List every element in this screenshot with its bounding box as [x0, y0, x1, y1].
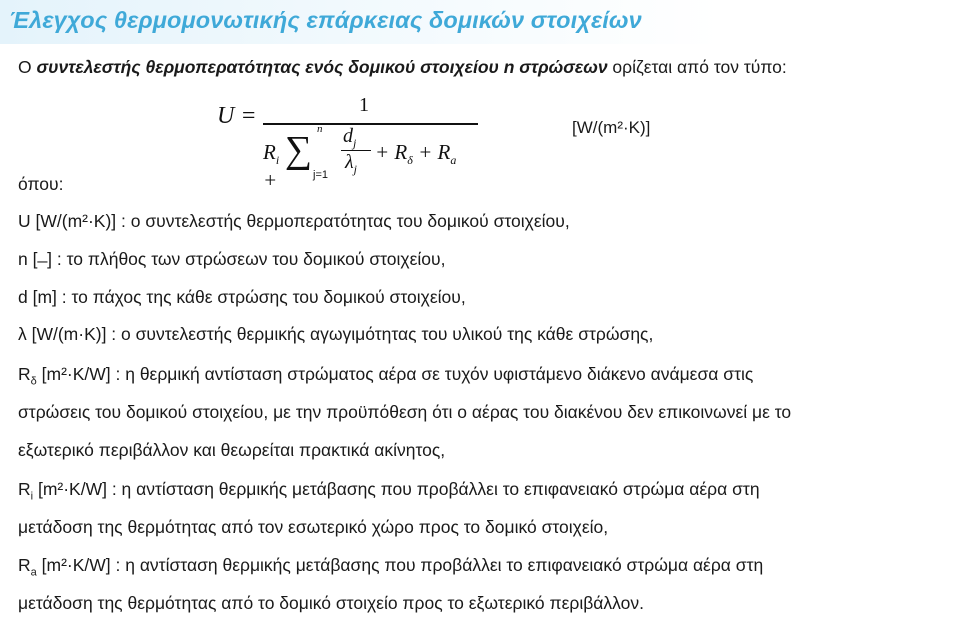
summation-icon: ∑ — [285, 129, 313, 171]
formula-ri: $R_i$ + — [263, 140, 280, 193]
formula-conductivity: $\lambda_j$ — [345, 151, 358, 176]
intro-emphasis: συντελεστής θερμοπερατότητας ενός δομικού στοιχείου n στρώσεων — [36, 57, 608, 77]
definition-lambda: λ [W/(m·K)] : ο συντελεστής θερμικής αγωγιμότητας του υλικού της κάθε στρώσης, — [18, 324, 654, 344]
definition-r-a: $R_a$ [m²·K/W] : η αντίσταση θερμικής μετάβασης που προβάλλει το επιφανειακό στρώμα αέρα στη — [18, 555, 764, 579]
u-value-formula — [215, 93, 475, 193]
definition-r-delta: $R_\delta$ [m²·K/W] : η θερμική αντίσταση στρώματος αέρα σε τυχόν υφιστάμενο διάκενο ανάμεσα στις — [18, 364, 754, 388]
definition-d: d [m] : το πάχος της κάθε στρώσης του δομικού στοιχείου, — [18, 287, 466, 307]
page-title: Έλεγχος θερμομονωτικής επάρκειας δομικών στοιχείων — [9, 7, 642, 33]
definition-r-delta-cont-1: στρώσεις του δομικού στοιχείου, με την προϋπόθεση ότι ο αέρας του διακένου δεν επικοινωνεί με το — [18, 402, 792, 422]
where-label: όπου: — [18, 174, 64, 194]
definition-r-delta-cont-2: εξωτερικό περιβάλλον και θεωρείται πρακτικά ακίνητος, — [18, 440, 446, 460]
intro-prefix: Ο — [18, 57, 37, 77]
sum-upper-limit: n — [317, 123, 323, 135]
formula-numerator: 1 — [359, 94, 369, 116]
sum-lower-limit: j=1 — [313, 169, 328, 181]
formula-lhs: U = — [217, 103, 257, 129]
definition-n: n [ ̶ ] : το πλήθος των στρώσεων του δομικού στοιχείου, — [18, 249, 446, 269]
formula-unit: [W/(m²·K)] — [572, 118, 651, 137]
definition-r-i: $R_i$ [m²·K/W] : η αντίσταση θερμικής μετάβασης που προβάλλει το επιφανειακό στρώμα αέρα στη — [18, 479, 760, 503]
formula-fraction-bar — [263, 123, 478, 125]
formula-resistances: + $R_\delta + R_a$ — [375, 140, 457, 168]
intro-suffix: ορίζεται από τον τύπο: — [607, 57, 787, 77]
definition-u: U [W/(m²·K)] : ο συντελεστής θερμοπερατότητας του δομικού στοιχείου, — [18, 211, 570, 231]
definition-r-a-cont: μετάδοση της θερμότητας από το δομικό στοιχείο προς το εξωτερικό περιβάλλον. — [18, 593, 644, 613]
definition-r-i-cont: μετάδοση της θερμότητας από τον εσωτερικό χώρο προς το δομικό στοιχείο, — [18, 517, 609, 537]
intro-text — [18, 57, 787, 78]
formula-thickness: $d_j$ — [343, 125, 357, 150]
